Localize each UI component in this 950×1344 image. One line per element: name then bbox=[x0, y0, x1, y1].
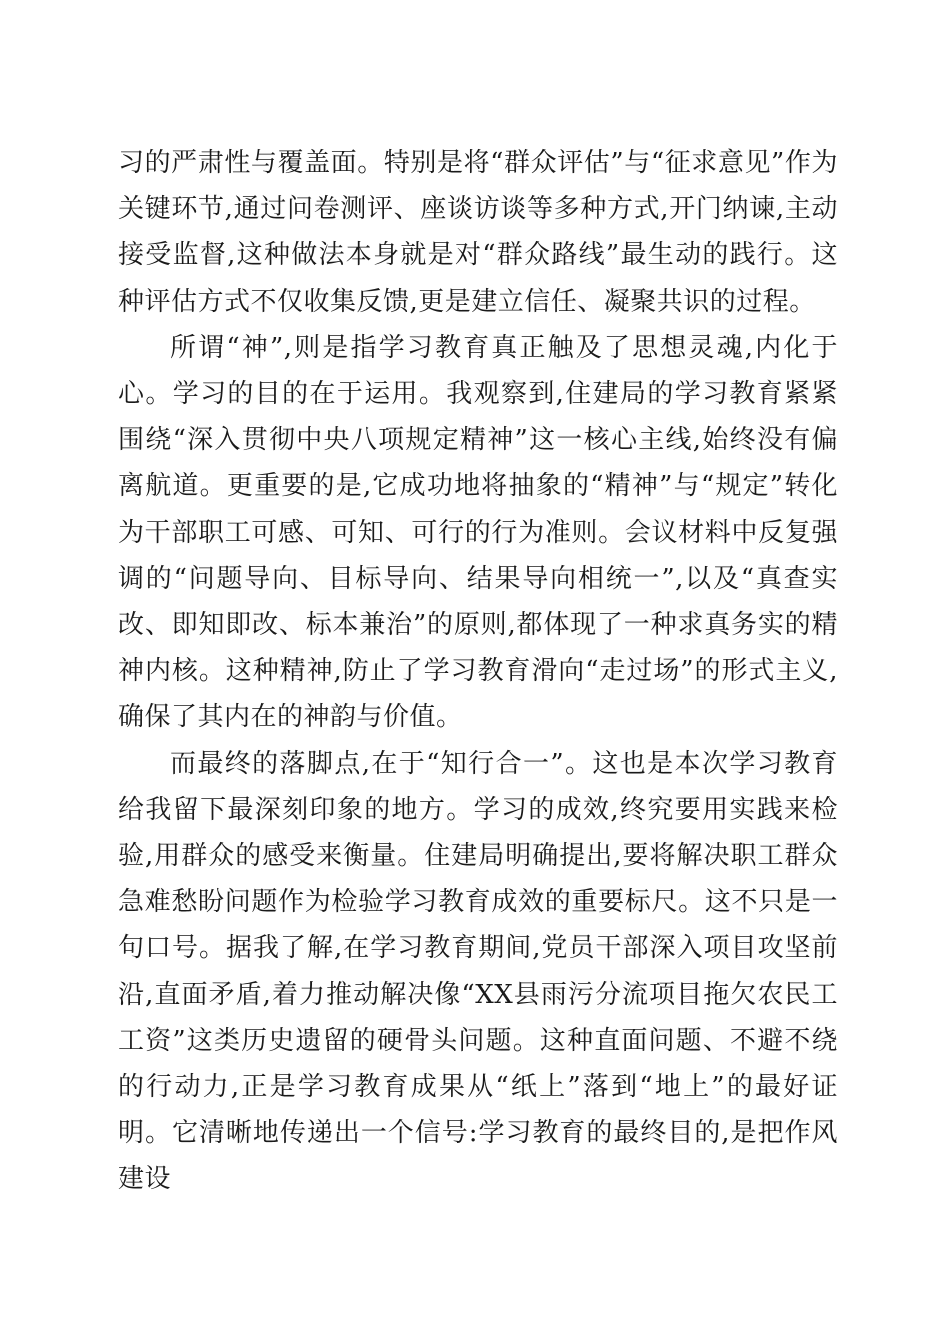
paragraph-spirit: 所谓“神”,则是指学习教育真正触及了思想灵魂,内化于心。学习的目的在于运用。我观察到,住建局的学习教育紧紧围绕“深入贯彻中央八项规定精神”这一核心主线,始终没有偏离航道。更重要的是,它成功地将抽象的“精神”与“规定”转化为干部职工可感、可知、可行的行为准则。会议材料中反复强调的“问题导向、目标导向、结果导向相统一”,以及“真查实改、即知即改、标本兼治”的原则,都体现了一种求真务实的精神内核。这种精神,防止了学习教育滑向“走过场”的形式主义,确保了其内在的神韵与价值。 bbox=[118, 332, 838, 733]
paragraph-unity-of-knowledge-and-action: 而最终的落脚点,在于“知行合一”。这也是本次学习教育给我留下最深刻印象的地方。学习的成效,终究要用实践来检验,用群众的感受来衡量。住建局明确提出,要将解决职工群众急难愁盼问题作为检验学习教育成效的重要标尺。这不只是一句口号。据我了解,在学习教育期间,党员干部深入项目攻坚前沿,直面矛盾,着力推动解决像“XX县雨污分流项目拖欠农民工工资”这类历史遗留的硬骨头问题。这种直面问题、不避不绕的行动力,正是学习教育成果从“纸上”落到“地上”的最好证明。它清晰地传递出一个信号:学习教育的最终目的,是把作风建设 bbox=[118, 748, 838, 1195]
paragraph-continuation: 习的严肃性与覆盖面。特别是将“群众评估”与“征求意见”作为关键环节,通过问卷测评、座谈访谈等多种方式,开门纳谏,主动接受监督,这种做法本身就是对“群众路线”最生动的践行。这种评估方式不仅收集反馈,更是建立信任、凝聚共识的过程。 bbox=[118, 148, 838, 317]
document-body bbox=[118, 140, 838, 1203]
